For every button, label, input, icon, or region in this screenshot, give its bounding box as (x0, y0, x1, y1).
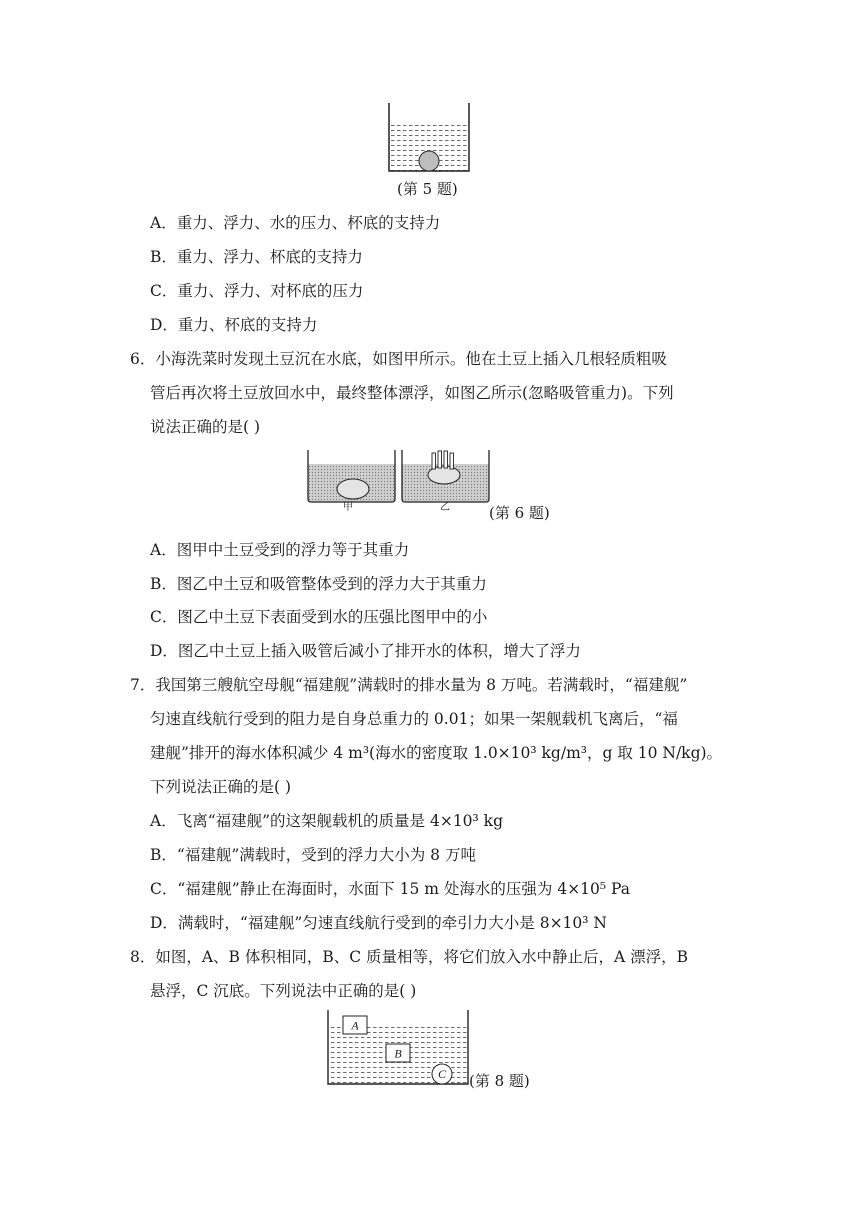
q6-option-a: A．图甲中土豆受到的浮力等于其重力 (150, 541, 410, 559)
q7-option-c: C．“福建舰”静止在海面时，水面下 15 m 处海水的压强为 4×10⁵ Pa (150, 880, 631, 898)
q7-stem-line-2: 匀速直线航行受到的阻力是自身总重力的 0.01；如果一架舰载机飞离后，“福 (150, 710, 678, 728)
q7-stem-line-4: 下列说法正确的是( ) (150, 778, 292, 796)
q6-label-jia: 甲 (343, 502, 353, 513)
q6-caption: (第 6 题) (489, 504, 550, 522)
q8-figure (325, 1010, 475, 1088)
q6-option-c: C．图乙中土豆下表面受到水的压强比图甲中的小 (150, 608, 488, 626)
label-b: B (394, 1046, 402, 1061)
q5-option-a: A．重力、浮力、水的压力、杯底的支持力 (150, 214, 441, 232)
q8-caption: (第 8 题) (469, 1072, 530, 1090)
q7-option-d: D．满载时，“福建舰”匀速直线航行受到的牵引力大小是 8×10³ N (150, 914, 607, 932)
q5-beaker-figure (385, 103, 475, 175)
container-jia (308, 450, 395, 502)
label-c: C (437, 1067, 447, 1081)
q5-caption: (第 5 题) (397, 180, 458, 198)
q6-label-yi: 乙 (440, 502, 450, 513)
sunken-ball (419, 151, 439, 171)
q6-stem-line-1: 6．小海洗菜时发现土豆沉在水底，如图甲所示。他在土豆上插入几根轻质粗吸 (130, 350, 667, 368)
q5-option-b: B．重力、浮力、杯底的支持力 (150, 248, 363, 266)
q6-figure (305, 447, 495, 507)
label-a: A (351, 1018, 359, 1033)
q5-option-c: C．重力、浮力、对杯底的压力 (150, 282, 364, 300)
q5-option-d: D．重力、杯底的支持力 (150, 316, 318, 334)
q6-stem-line-2: 管后再次将土豆放回水中，最终整体漂浮，如图乙所示(忽略吸管重力)。下列 (150, 384, 674, 402)
q6-option-d: D．图乙中土豆上插入吸管后减小了排开水的体积，增大了浮力 (150, 642, 581, 660)
q8-stem-line-2: 悬浮，C 沉底。下列说法中正确的是( ) (150, 982, 417, 1000)
container-yi (402, 450, 489, 502)
potato-sunk (337, 479, 369, 499)
q7-option-b: B．“福建舰”满载时，受到的浮力大小为 8 万吨 (150, 846, 476, 864)
q8-stem-line-1: 8．如图，A、B 体积相同，B、C 质量相等，将它们放入水中静止后，A 漂浮，B (130, 948, 689, 966)
q6-option-b: B．图乙中土豆和吸管整体受到的浮力大于其重力 (150, 575, 487, 593)
q6-stem-line-3: 说法正确的是( ) (150, 418, 261, 436)
q7-stem-line-1: 7．我国第三艘航空母舰“福建舰”满载时的排水量为 8 万吨。若满载时，“福建舰” (130, 676, 688, 694)
q7-stem-line-3: 建舰”排开的海水体积减少 4 m³(海水的密度取 1.0×10³ kg/m³，g 取 10 N/kg)。 (150, 744, 723, 762)
q7-option-a: A．飞离“福建舰”的这架舰载机的质量是 4×10³ kg (150, 812, 503, 830)
